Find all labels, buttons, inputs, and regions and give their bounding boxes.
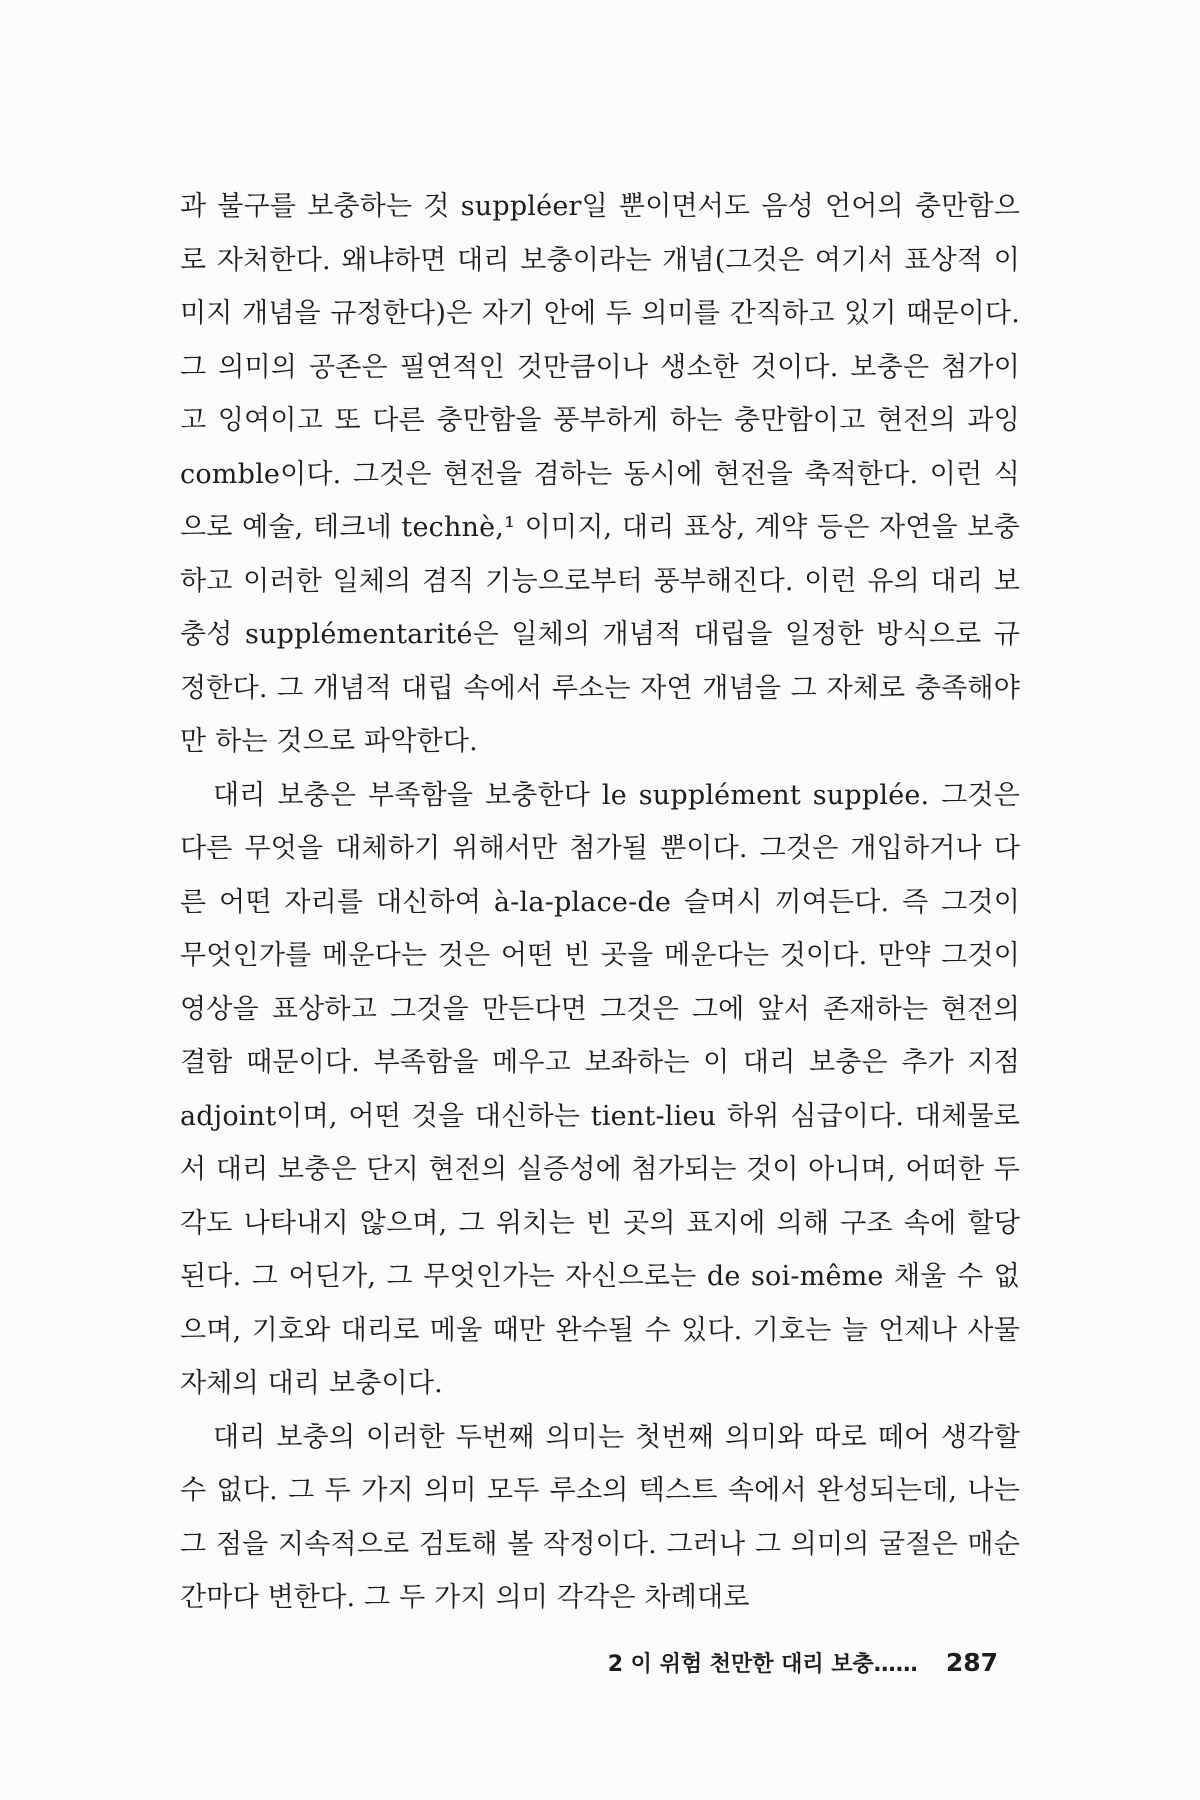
body-text xyxy=(180,180,1020,1625)
paragraph-continued: 과 불구를 보충하는 것 suppléer일 뿐이면서도 음성 언어의 충만함으로 자처한다. 왜냐하면 대리 보충이라는 개념(그것은 여기서 표상적 이미지 개념을 규정한다)은 자기 안에 두 의미를 간직하고 있기 때문이다. 그 의미의 공존은 필연적인 것만큼이나 생소한 것이다. 보충은 첨가이고 잉여이고 또 다른 충만함을 풍부하게 하는 충만함이고 현전의 과잉 comble이다. 그것은 현전을 겸하는 동시에 현전을 축적한다. 이런 식으로 예술, 테크네 technè,¹ 이미지, 대리 표상, 계약 등은 자연을 보충하고 이러한 일체의 겸직 기능으로부터 풍부해진다. 이런 유의 대리 보충성 supplémentarité은 일체의 개념적 대립을 일정한 방식으로 규정한다. 그 개념적 대립 속에서 루소는 자연 개념을 그 자체로 충족해야만 하는 것으로 파악한다. xyxy=(180,191,1020,757)
paragraph: 대리 보충의 이러한 두번째 의미는 첫번째 의미와 따로 떼어 생각할 수 없다. 그 두 가지 의미 모두 루소의 텍스트 속에서 완성되는데, 나는 그 점을 지속적으로 검토해 볼 작정이다. 그러나 그 의미의 굴절은 매순간마다 변한다. 그 두 가지 의미 각각은 차례대로 xyxy=(180,1421,1020,1613)
paragraph: 대리 보충은 부족함을 보충한다 le supplément supplée. 그것은 다른 무엇을 대체하기 위해서만 첨가될 뿐이다. 그것은 개입하거나 다른 어떤 자리를 대신하여 à-la-place-de 슬며시 끼여든다. 즉 그것이 무엇인가를 메운다는 것은 어떤 빈 곳을 메운다는 것이다. 만약 그것이 영상을 표상하고 그것을 만든다면 그것은 그에 앞서 존재하는 현전의 결함 때문이다. 부족함을 메우고 보좌하는 이 대리 보충은 추가 지점 adjoint이며, 어떤 것을 대신하는 tient-lieu 하위 심급이다. 대체물로서 대리 보충은 단지 현전의 실증성에 첨가되는 것이 아니며, 어떠한 두각도 나타내지 않으며, 그 위치는 빈 곳의 표지에 의해 구조 속에 할당된다. 그 어딘가, 그 무엇인가는 자신으로는 de soi-même 채울 수 없으며, 기호와 대리로 메울 때만 완수될 수 있다. 기호는 늘 언제나 사물 자체의 대리 보충이다. xyxy=(180,779,1020,1399)
page-footer xyxy=(608,1647,998,1678)
page-number: 287 xyxy=(945,1648,998,1677)
running-head: 2 이 위험 천만한 대리 보충…… xyxy=(607,1652,918,1677)
